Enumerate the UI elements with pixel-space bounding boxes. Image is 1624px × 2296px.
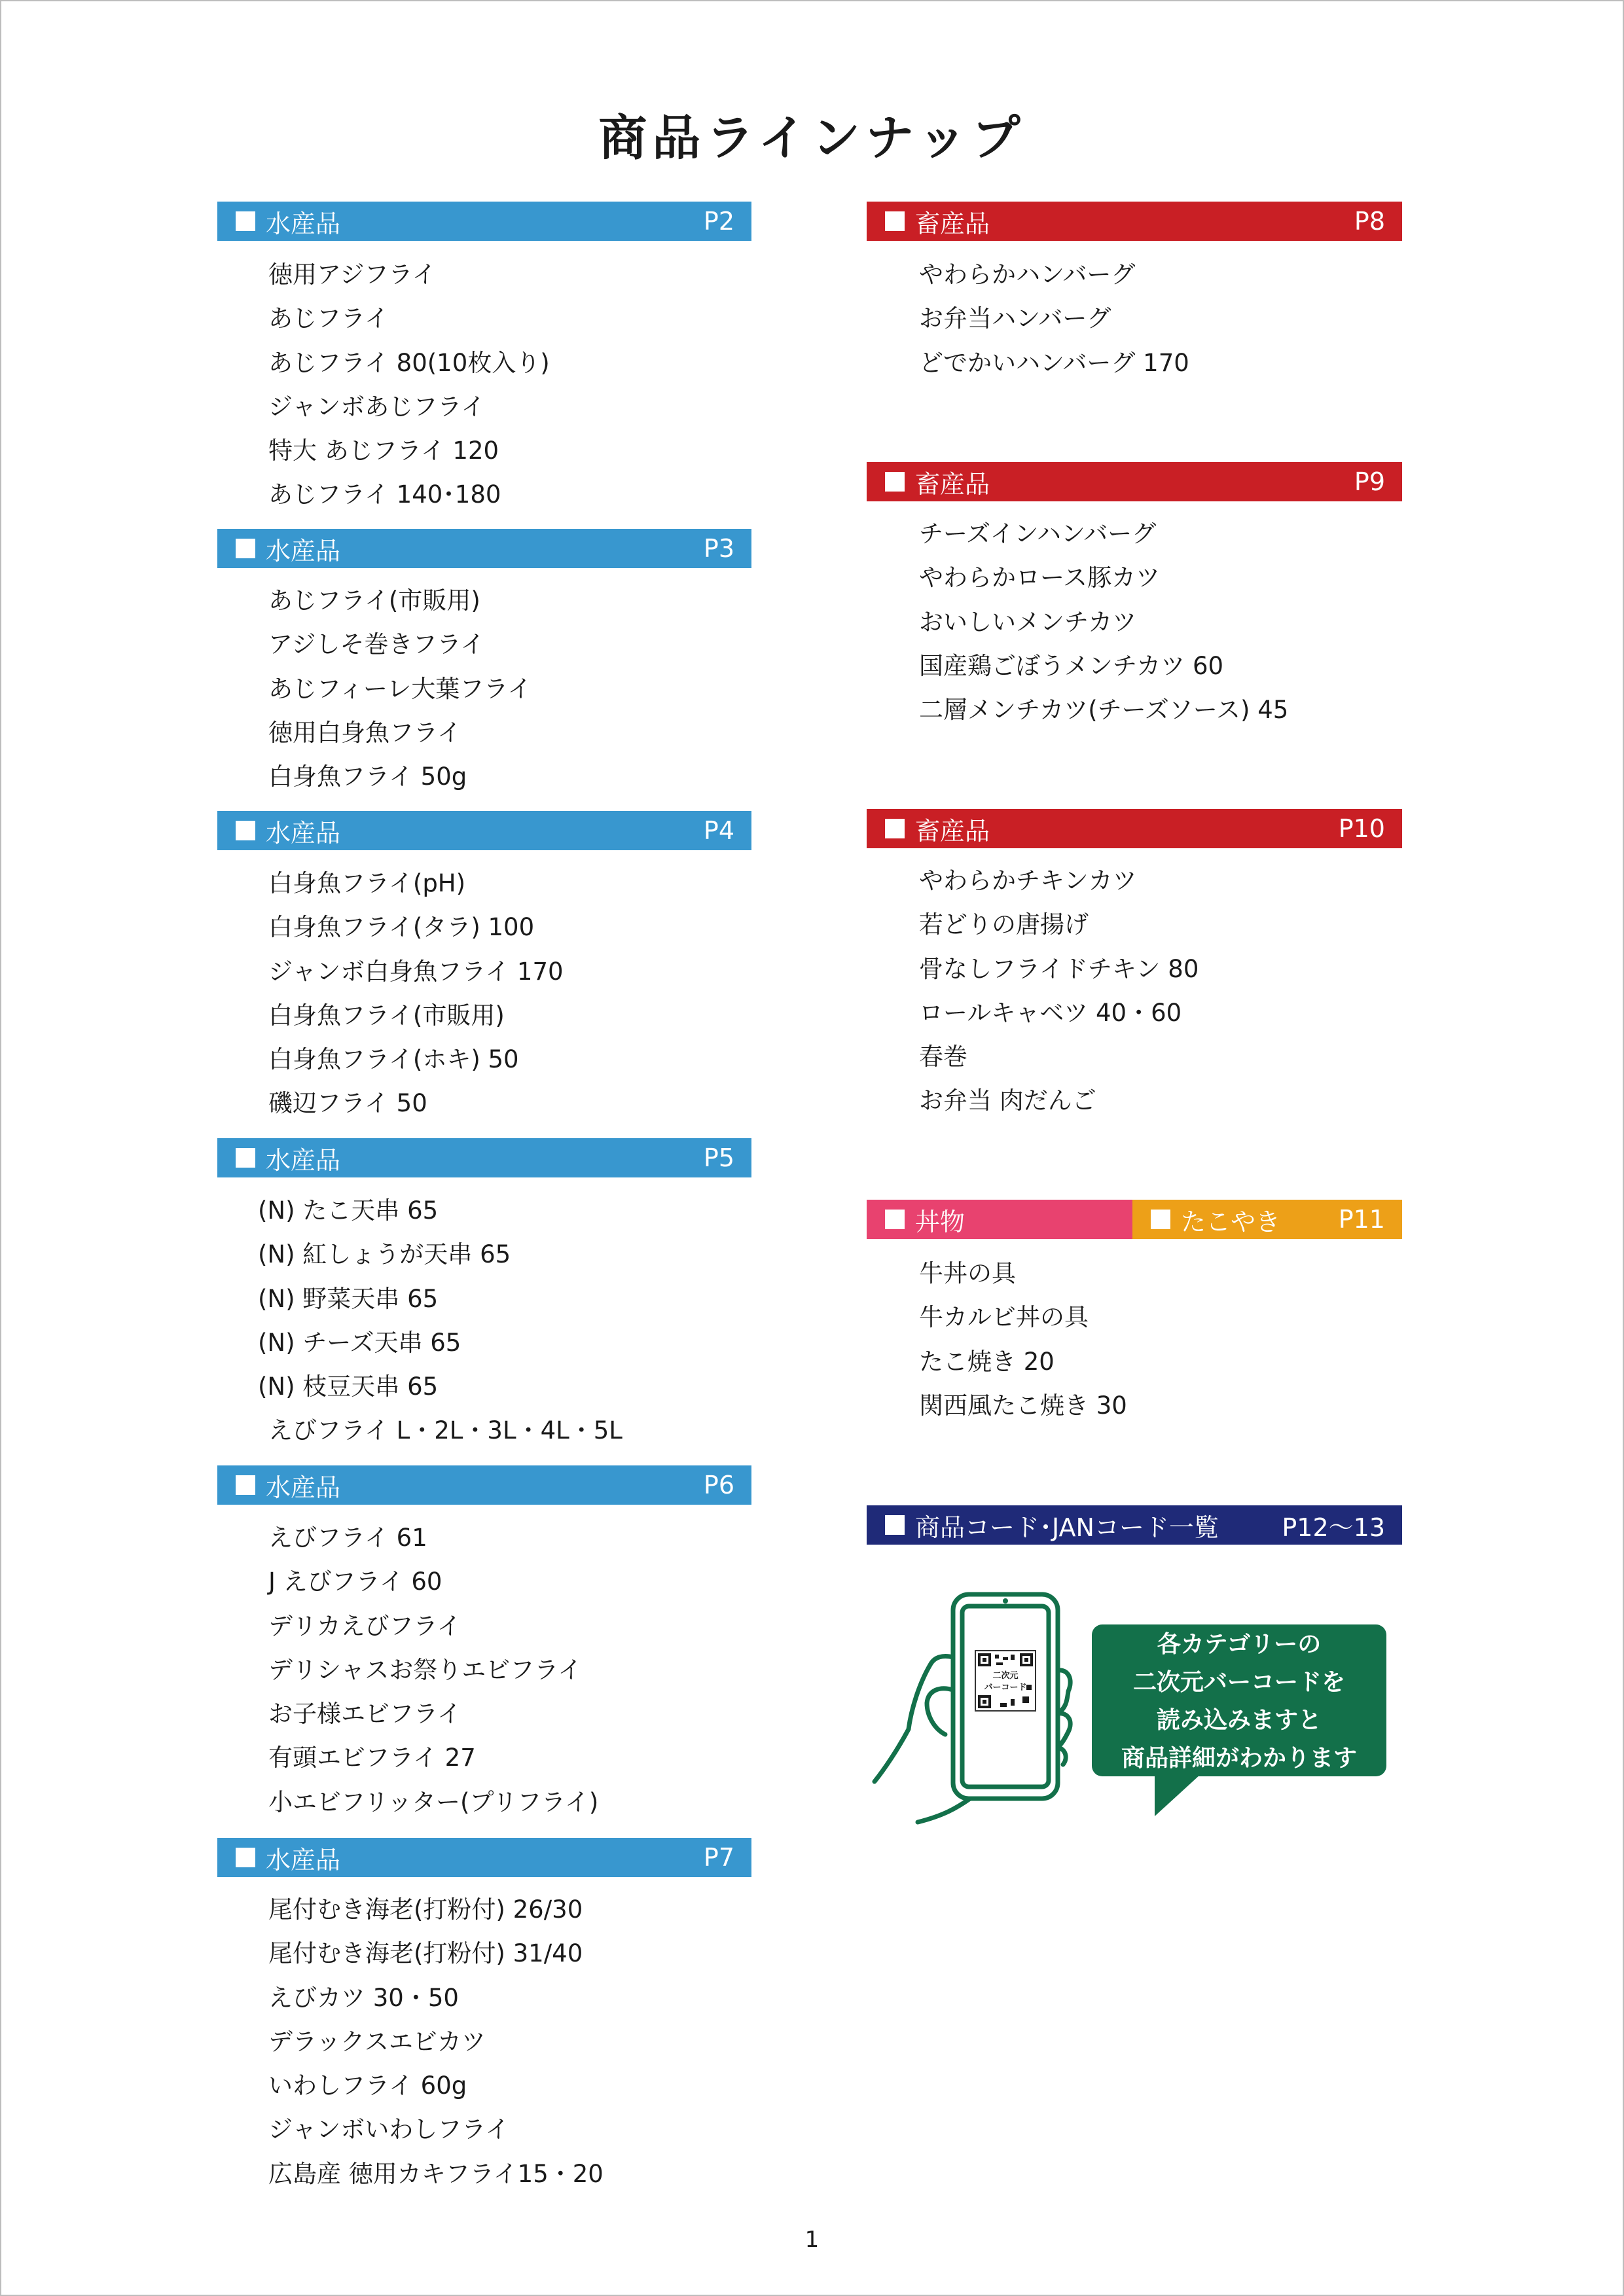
section-header-p4 bbox=[217, 811, 751, 850]
item-list-p11 bbox=[919, 1251, 1127, 1427]
list-item: 白身魚フライ(市販用) bbox=[268, 1001, 505, 1030]
list-item: 牛丼の具 bbox=[919, 1259, 1016, 1287]
section-category: 畜産品 bbox=[915, 816, 990, 846]
callout-line: 商品詳細がわかります bbox=[1121, 1745, 1357, 1772]
list-item: J えびフライ 60 bbox=[268, 1568, 442, 1596]
square-icon bbox=[236, 1148, 255, 1168]
section-category: 畜産品 bbox=[915, 209, 990, 238]
section-page: P4 bbox=[703, 816, 734, 845]
section-header-p3 bbox=[217, 529, 751, 568]
list-item: アジしそ巻きフライ bbox=[268, 630, 485, 659]
item-list-p8 bbox=[919, 253, 1189, 385]
square-icon bbox=[236, 211, 255, 231]
list-item: ジャンボあじフライ bbox=[268, 392, 486, 421]
section-category: 水産品 bbox=[266, 1845, 341, 1874]
list-item: 特大 あじフライ 120 bbox=[268, 437, 499, 465]
list-item: お弁当 肉だんご bbox=[919, 1086, 1096, 1115]
item-list-p2 bbox=[268, 253, 550, 517]
section-category: 水産品 bbox=[266, 1145, 341, 1175]
list-item: デリカえびフライ bbox=[268, 1611, 461, 1640]
section-category: 水産品 bbox=[266, 536, 341, 565]
phone-screen-line-2: バーコード bbox=[984, 1683, 1027, 1693]
item-list-p3 bbox=[268, 579, 532, 798]
list-item: (N) たこ天串 65 bbox=[258, 1196, 439, 1225]
list-item: 有頭エビフライ 27 bbox=[268, 1744, 476, 1772]
list-item: 白身魚フライ(ホキ) 50 bbox=[268, 1045, 519, 1074]
list-item: 若どりの唐揚げ bbox=[919, 910, 1089, 939]
section-page: P2 bbox=[703, 207, 734, 236]
square-icon bbox=[236, 539, 255, 558]
square-icon bbox=[885, 819, 905, 838]
list-item: (N) チーズ天串 65 bbox=[258, 1328, 461, 1357]
list-item: 小エビフリッター(プリフライ) bbox=[268, 1787, 599, 1816]
callout-line: 各カテゴリーの bbox=[1157, 1631, 1322, 1658]
list-item: えびフライ 61 bbox=[268, 1524, 427, 1552]
callout-line: 読み込みますと bbox=[1156, 1707, 1322, 1734]
section-header-p7 bbox=[217, 1838, 751, 1877]
item-list-p9 bbox=[919, 512, 1288, 732]
callout-tail bbox=[1155, 1774, 1200, 1816]
list-item: 磯辺フライ 50 bbox=[268, 1089, 427, 1118]
code-list-label: 商品コード･JANコード一覧 bbox=[915, 1513, 1219, 1542]
list-item: 徳用白身魚フライ bbox=[268, 718, 461, 747]
section-header-p8 bbox=[867, 202, 1402, 241]
section-header-p5 bbox=[217, 1138, 751, 1177]
list-item: 骨なしフライドチキン 80 bbox=[919, 954, 1199, 983]
list-item: チーズインハンバーグ bbox=[919, 520, 1157, 548]
list-item: 白身魚フライ(pH) bbox=[268, 869, 466, 897]
takoyaki-header bbox=[1132, 1200, 1402, 1239]
code-list-header bbox=[867, 1505, 1402, 1545]
page-number: 1 bbox=[804, 2227, 820, 2253]
list-item: 牛カルビ丼の具 bbox=[919, 1303, 1089, 1332]
list-item: ロールキャベツ 40・60 bbox=[919, 998, 1182, 1027]
item-list-p6 bbox=[268, 1516, 598, 1824]
list-item: 徳用アジフライ bbox=[268, 260, 437, 289]
list-item: いわしフライ 60g bbox=[268, 2072, 467, 2100]
square-icon bbox=[885, 1210, 905, 1229]
list-item: えびフライ L・2L・3L・4L・5L bbox=[268, 1416, 623, 1445]
code-list-page: P12〜13 bbox=[1282, 1513, 1385, 1542]
list-item: 国産鶏ごぼうメンチカツ 60 bbox=[919, 651, 1224, 680]
list-item: 広島産 徳用カキフライ15・20 bbox=[268, 2159, 604, 2188]
list-item: やわらかロース豚カツ bbox=[919, 564, 1161, 592]
section-header-p6 bbox=[217, 1465, 751, 1505]
list-item: 春巻 bbox=[919, 1043, 967, 1071]
section-category: 畜産品 bbox=[915, 469, 990, 499]
section-header-p10 bbox=[867, 809, 1402, 848]
list-item: (N) 枝豆天串 65 bbox=[258, 1372, 439, 1401]
list-item: あじフライ bbox=[268, 304, 389, 333]
section-category: 水産品 bbox=[266, 818, 341, 848]
list-item: お弁当ハンバーグ bbox=[919, 304, 1111, 333]
list-item: あじフィーレ大葉フライ bbox=[268, 674, 532, 703]
section-page: P3 bbox=[703, 534, 734, 563]
list-item: やわらかチキンカツ bbox=[919, 867, 1137, 895]
square-icon bbox=[885, 211, 905, 231]
list-item: 尾付むき海老(打粉付) 26/30 bbox=[268, 1895, 583, 1924]
section-category: 水産品 bbox=[266, 1473, 341, 1502]
list-item: (N) 野菜天串 65 bbox=[258, 1284, 439, 1313]
section-page: P8 bbox=[1354, 207, 1385, 236]
list-item: どでかいハンバーグ 170 bbox=[919, 348, 1189, 377]
section-page: P5 bbox=[703, 1143, 734, 1172]
qr-code bbox=[975, 1651, 1036, 1711]
list-item: ジャンボいわしフライ bbox=[268, 2115, 510, 2144]
section-page: P10 bbox=[1338, 814, 1385, 843]
section-page: P7 bbox=[703, 1843, 734, 1872]
item-list-p5 bbox=[258, 1189, 623, 1453]
section-category: 水産品 bbox=[266, 209, 341, 238]
section-category: 丼物 bbox=[915, 1207, 965, 1236]
list-item: えびカツ 30・50 bbox=[268, 1983, 459, 2012]
list-item: たこ焼き 20 bbox=[919, 1347, 1055, 1376]
section-page: P6 bbox=[703, 1471, 734, 1499]
list-item: あじフライ 140･180 bbox=[268, 480, 501, 509]
callout-line: 二次元バーコードを bbox=[1132, 1669, 1345, 1696]
list-item: デリシャスお祭りエビフライ bbox=[268, 1655, 583, 1684]
list-item: あじフライ 80(10枚入り) bbox=[268, 348, 550, 377]
section-page: P9 bbox=[1354, 467, 1385, 496]
square-icon bbox=[885, 1515, 905, 1535]
section-page: P11 bbox=[1338, 1205, 1385, 1234]
list-item: 尾付むき海老(打粉付) 31/40 bbox=[268, 1939, 583, 1968]
phone-screen-line-1: 二次元 bbox=[992, 1671, 1019, 1681]
list-item: 関西風たこ焼き 30 bbox=[919, 1391, 1127, 1420]
item-list-p10 bbox=[919, 859, 1199, 1123]
item-list-p7 bbox=[268, 1888, 604, 2196]
list-item: ジャンボ白身魚フライ 170 bbox=[268, 957, 564, 986]
list-item: (N) 紅しょうが天串 65 bbox=[258, 1240, 511, 1269]
square-icon bbox=[885, 472, 905, 492]
list-item: デラックスエビカツ bbox=[268, 2027, 486, 2056]
page-title: 商品ラインナップ bbox=[598, 110, 1026, 166]
item-list-p4 bbox=[268, 861, 564, 1126]
square-icon bbox=[1151, 1210, 1170, 1229]
donburi-header bbox=[867, 1200, 1132, 1239]
section-header-p11 bbox=[867, 1200, 1402, 1239]
section-header-p2 bbox=[217, 202, 751, 241]
qr-callout bbox=[1092, 1624, 1386, 1776]
section-category: たこやき bbox=[1181, 1207, 1281, 1236]
list-item: 白身魚フライ(タラ) 100 bbox=[268, 913, 535, 942]
list-item: 二層メンチカツ(チーズソース) 45 bbox=[919, 696, 1289, 725]
list-item: お子様エビフライ bbox=[268, 1700, 461, 1729]
square-icon bbox=[236, 1848, 255, 1867]
square-icon bbox=[236, 821, 255, 840]
list-item: あじフライ(市販用) bbox=[268, 586, 480, 615]
section-header-p9 bbox=[867, 462, 1402, 501]
list-item: おいしいメンチカツ bbox=[919, 607, 1137, 636]
list-item: やわらかハンバーグ bbox=[919, 260, 1136, 289]
square-icon bbox=[236, 1475, 255, 1495]
list-item: 白身魚フライ 50g bbox=[268, 762, 467, 791]
